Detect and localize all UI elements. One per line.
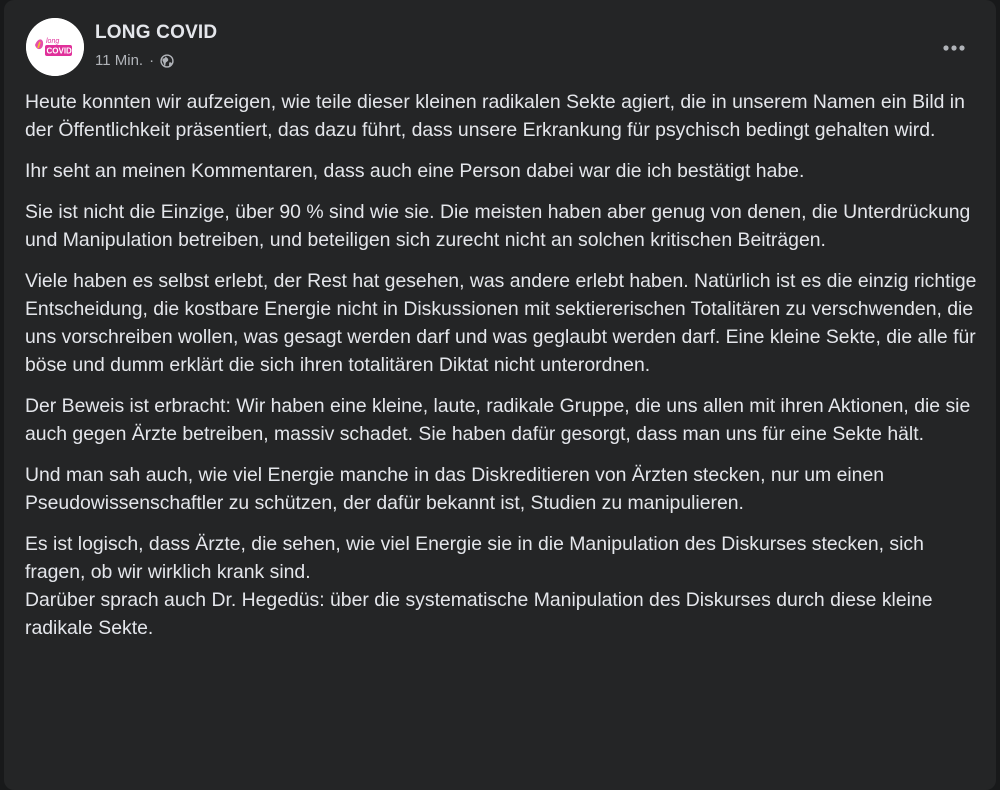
post-card (4, 0, 996, 790)
post-meta (95, 52, 174, 69)
post-paragraph: Es ist logisch, dass Ärzte, die sehen, wie viel Energie sie in die Manipulation des Diskurses stecken, sich fragen, ob wir wirklich krank sind. (25, 533, 924, 583)
post-paragraph: Heute konnten wir aufzeigen, wie teile dieser kleinen radikalen Sekte agiert, die in unserem Namen ein Bild in der Öffentlichkeit präsentiert, das dazu führt, dass unsere Erkrankung für psychisch bedingt gehalten wird. (25, 91, 965, 141)
more-options-button[interactable] (936, 30, 972, 66)
svg-text:COVID: COVID (46, 46, 72, 56)
meta-separator: · (149, 52, 155, 69)
post-paragraph: Darüber sprach auch Dr. Hegedüs: über die systematische Manipulation des Diskurses durch diese kleine radikale Sekte. (25, 589, 933, 639)
post-timestamp[interactable]: 11 Min. (95, 52, 144, 69)
more-horizontal-icon (942, 44, 966, 52)
post-paragraph: Viele haben es selbst erlebt, der Rest hat gesehen, was andere erlebt haben. Natürlich ist es die einzig richtige Entscheidung, die kostbare Energie nicht in Diskussionen mit sektiererischen Totalitären zu verschwenden, die uns vorschreiben wollen, was gesagt werden darf und was geglaubt werden darf. Eine kleine Sekte, die alle für böse und dumm erklärt die sich ihren totalitären Diktat nicht unterordnen. (25, 270, 977, 376)
post-paragraph: Der Beweis ist erbracht: Wir haben eine kleine, laute, radikale Gruppe, die uns allen mit ihren Aktionen, die sie auch gegen Ärzte betreiben, massiv schadet. Sie haben dafür gesorgt, dass man uns für eine Sekte hält. (25, 395, 971, 445)
post-paragraph: Und man sah auch, wie viel Energie manche in das Diskreditieren von Ärzten stecken, nur um einen Pseudowissenschaftler zu schützen, der dafür bekannt ist, Studien zu manipulieren. (25, 464, 885, 514)
globe-icon[interactable] (160, 54, 174, 68)
page-name[interactable]: LONG COVID (95, 22, 218, 43)
page-avatar[interactable] (26, 18, 84, 76)
svg-text:long: long (46, 38, 60, 45)
post-header (22, 16, 978, 76)
post-paragraph: Ihr seht an meinen Kommentaren, dass auch eine Person dabei war die ich bestätigt habe. (25, 160, 805, 182)
post-paragraph: Sie ist nicht die Einzige, über 90 % sind wie sie. Die meisten haben aber genug von denen, die Unterdrückung und Manipulation betreiben, und beteiligen sich zurecht nicht an solchen kritischen Beiträgen. (25, 201, 971, 251)
post-text (25, 88, 980, 655)
long-covid-logo (26, 18, 84, 76)
